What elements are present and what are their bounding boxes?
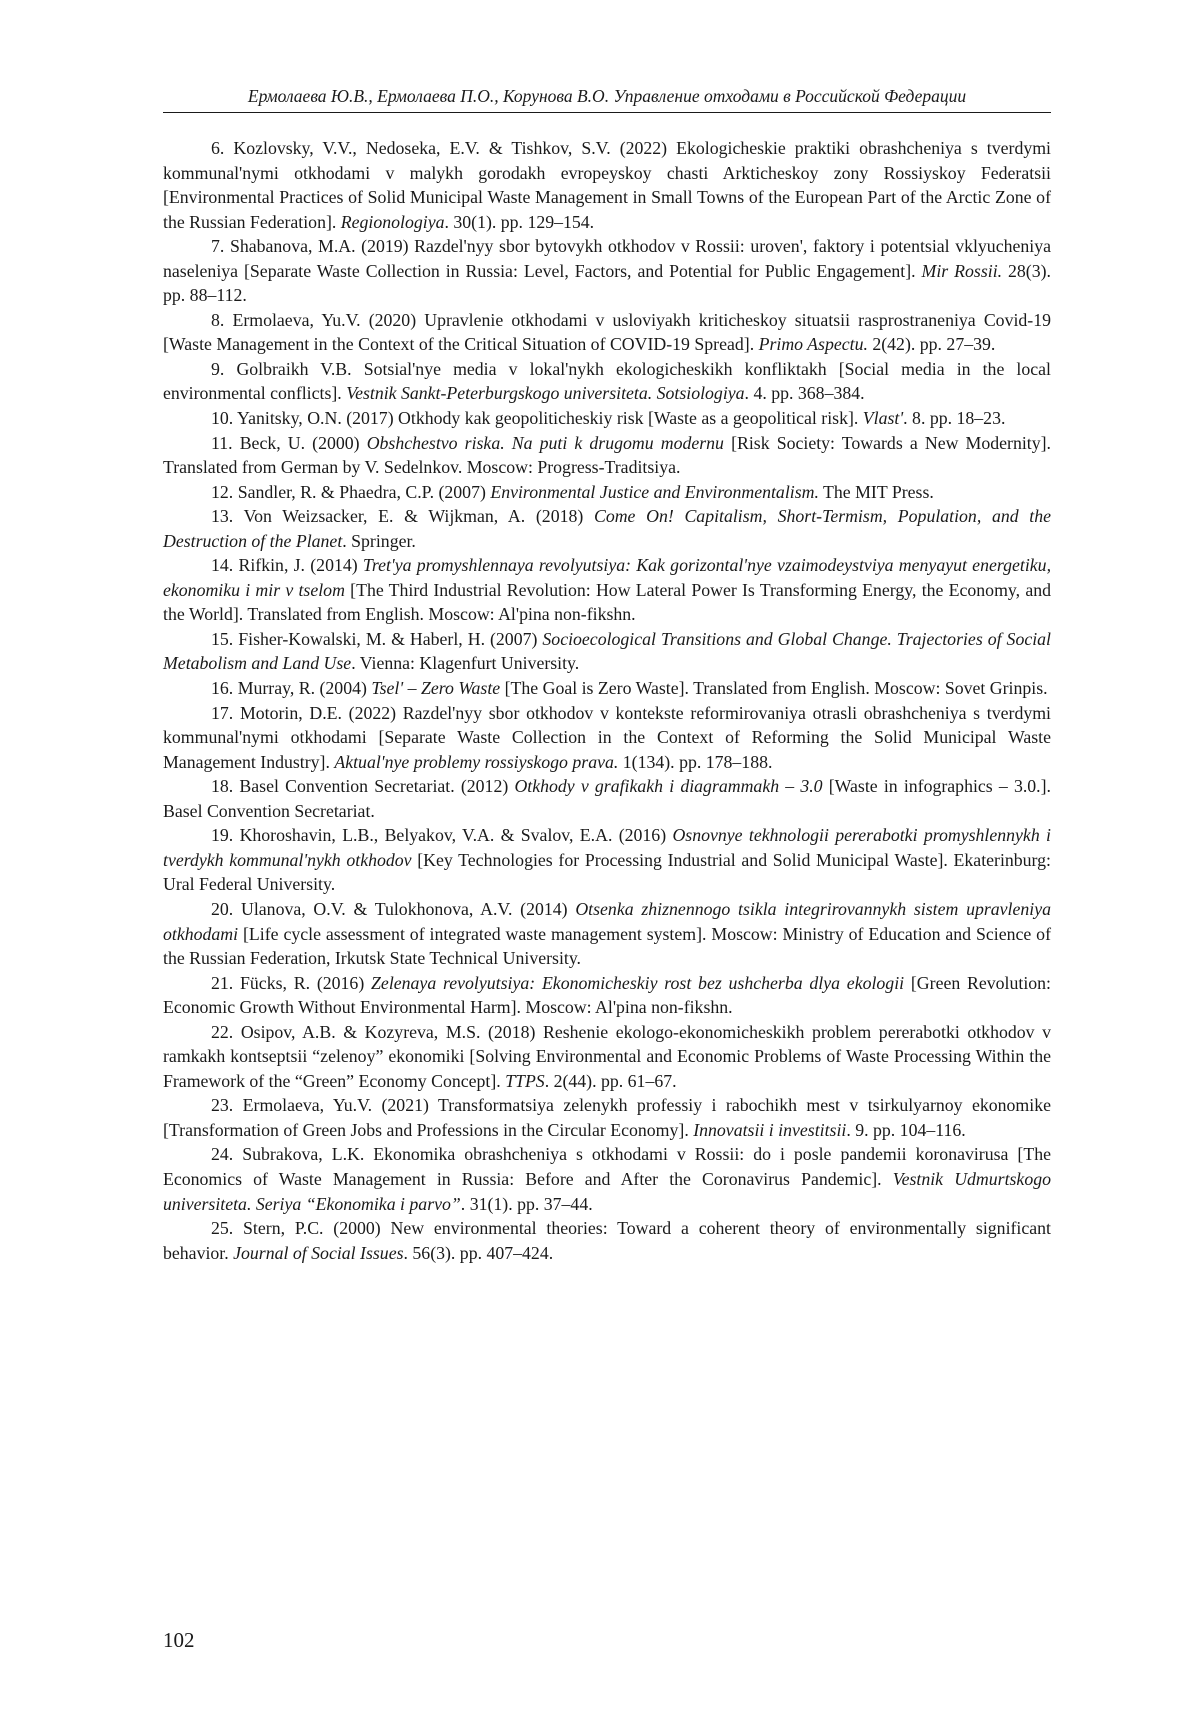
reference-number: 15. [211, 628, 234, 649]
reference-source-title: Socioecological Transitions and Global Change. Trajectories of Social Metabolism and Land Use [163, 628, 1051, 674]
reference-entry [163, 1020, 1051, 1094]
reference-number: 24. [211, 1144, 234, 1165]
reference-entry [163, 823, 1051, 897]
reference-text: Stern, P.C. (2000) New environmental theories: Toward a coherent theory of environmentally significant behavior. [163, 1218, 1051, 1263]
reference-text: [The Goal is Zero Waste]. Translated from English. Moscow: Sovet Grinpis. [500, 678, 1048, 699]
reference-source-title: Mir Rossii. [921, 260, 1003, 281]
reference-source-title: Environmental Justice and Environmentalism. [490, 481, 819, 502]
reference-text: [Key Technologies for Processing Industrial and Solid Municipal Waste]. Ekaterinburg: Ural Federal University. [163, 849, 1051, 895]
reference-entry [163, 701, 1051, 775]
reference-text: Motorin, D.E. (2022) Razdel'nyy sbor otkhodov v kontekste reformirovaniya otrasli obrashcheniya s tverdymi kommunal'nymi otkhodami [Separate Waste Collection in the Context of Reforming the Solid Municipal Waste Management Industry]. [163, 702, 1051, 772]
reference-text: . 8. pp. 18–23. [903, 408, 1006, 429]
reference-text: . 2(44). pp. 61–67. [544, 1070, 677, 1091]
reference-entry [163, 431, 1051, 480]
reference-number: 22. [211, 1021, 234, 1042]
reference-source-title: Innovatsii i investitsii [693, 1119, 847, 1140]
reference-text: [Waste in infographics – 3.0.]. Basel Convention Secretariat. [163, 776, 1051, 821]
reference-text: Osipov, A.B. & Kozyreva, M.S. (2018) Reshenie ekologo-ekonomicheskikh problem pererabotki otkhodov v ramkakh kontseptsii “zelenoy” ekonomiki [Solving Environmental and Economic Problems of Waste Processing Within the Framework of the “Green” Economy Concept]. [163, 1021, 1052, 1091]
reference-text: . 9. pp. 104–116. [846, 1119, 966, 1140]
reference-entry [163, 480, 1051, 505]
reference-text: [Risk Society: Towards a New Modernity]. Translated from German by V. Sedelnkov. Moscow: Progress-Traditsiya. [163, 432, 1051, 478]
reference-text: [Green Revolution: Economic Growth Without Environmental Harm]. Moscow: Al'pina non-fikshn. [163, 972, 1051, 1018]
reference-text: . 30(1). pp. 129–154. [444, 211, 595, 232]
reference-source-title: Zelenaya revolyutsiya: Ekonomicheskiy rost bez ushcherba dlya ekologii [371, 972, 905, 993]
reference-source-title: Vlast' [862, 408, 904, 429]
reference-entry [163, 308, 1051, 357]
reference-text: Kozlovsky, V.V., Nedoseka, E.V. & Tishkov, S.V. (2022) Ekologicheskie praktiki obrashcheniya s tverdymi kommunal'nymi otkhodami v malykh gorodakh evropeyskoy chasti Arkticheskoy zony Rossiyskoy Federatsii [Environmental Practices of Solid Municipal Waste Management in Small Towns of the European Part of the Arctic Zone of the Russian Federation]. [163, 138, 1052, 232]
reference-text: Murray, R. (2004) [237, 678, 372, 699]
reference-entry [163, 504, 1051, 553]
reference-source-title: Vestnik Sankt-Peterburgskogo universiteta. Sotsiologiya [346, 383, 745, 404]
reference-text: . Springer. [342, 530, 416, 551]
reference-text: 2(42). pp. 27–39. [867, 334, 996, 355]
reference-number: 23. [211, 1095, 234, 1116]
reference-entry [163, 406, 1051, 431]
reference-text: . 56(3). pp. 407–424. [403, 1242, 554, 1263]
page-number: 102 [163, 1628, 195, 1652]
reference-entry [163, 971, 1051, 1020]
reference-text: Yanitsky, O.N. (2017) Otkhody kak geopoliticheskiy risk [Waste as a geopolitical risk]. [237, 408, 863, 429]
reference-text: Fücks, R. (2016) [240, 972, 372, 993]
reference-source-title: Osnovnye tekhnologii pererabotki promyshlennykh i tverdykh kommunal'nykh otkhodov [163, 825, 1051, 870]
reference-text: Ulanova, O.V. & Tulokhonova, A.V. (2014) [241, 898, 576, 919]
reference-text: 1(134). pp. 178–188. [618, 751, 773, 772]
reference-entry [163, 357, 1051, 406]
reference-number: 14. [211, 555, 234, 576]
reference-entry [163, 627, 1051, 676]
reference-text: Basel Convention Secretariat. (2012) [239, 776, 515, 797]
reference-number: 16. [211, 678, 234, 699]
reference-source-title: Tret'ya promyshlennaya revolyutsiya: Kak gorizontal'nye vzaimodeystviya menyayut energetiku, ekonomiku i mir v tselom [163, 555, 1052, 600]
running-header: Ермолаева Ю.В., Ермолаева П.О., Корунова В.О. Управление отходами в Российской Федерации [163, 84, 1051, 113]
reference-entry [163, 234, 1051, 308]
reference-text: Subrakova, L.K. Ekonomika obrashcheniya s otkhodami v Rossii: do i posle pandemii koronavirusa [The Economics of Waste Management in Russia: Before and After the Coronavirus Pandemic]. [163, 1144, 1051, 1189]
reference-text: Von Weizsacker, E. & Wijkman, A. (2018) [243, 506, 594, 527]
reference-source-title: Tsel' – Zero Waste [371, 678, 501, 699]
reference-text: Khoroshavin, L.B., Belyakov, V.A. & Svalov, E.A. (2016) [239, 825, 673, 846]
reference-entry [163, 676, 1051, 701]
reference-text: [Life cycle assessment of integrated waste management system]. Moscow: Ministry of Education and Science of the Russian Federation, Irkutsk State Technical University. [163, 923, 1051, 969]
reference-text: The MIT Press. [818, 481, 934, 502]
reference-number: 11. [211, 432, 233, 453]
reference-text: . Vienna: Klagenfurt University. [351, 653, 580, 674]
reference-entry [163, 897, 1051, 971]
reference-text: Beck, U. (2000) [239, 432, 367, 453]
reference-text: 28(3). pp. 88–112. [163, 260, 1051, 306]
reference-text: . 4. pp. 368–384. [744, 383, 865, 404]
reference-source-title: Journal of Social Issues [233, 1242, 404, 1263]
reference-number: 25. [211, 1218, 234, 1239]
reference-number: 18. [211, 776, 234, 797]
reference-entry [163, 1093, 1051, 1142]
reference-source-title: TTPS [505, 1070, 545, 1091]
reference-entry [163, 136, 1051, 234]
reference-source-title: Obshchestvo riska. Na puti k drugomu modernu [366, 432, 724, 453]
reference-text: Ermolaeva, Yu.V. (2021) Transformatsiya zelenykh professiy i rabochikh mest v tsirkulyarnoy ekonomike [Transformation of Green Jobs and Professions in the Circular Economy]. [163, 1095, 1051, 1140]
reference-source-title: Aktual'nye problemy rossiyskogo prava. [334, 751, 619, 772]
reference-text: [The Third Industrial Revolution: How Lateral Power Is Transforming Energy, the Economy, and the World]. Translated from English. Moscow: Al'pina non-fikshn. [163, 579, 1051, 625]
reference-entry [163, 553, 1051, 627]
reference-text: Golbraikh V.B. Sotsial'nye media v lokal'nykh ekologicheskikh konfliktakh [Social media in the local environmental conflicts]. [163, 358, 1051, 404]
reference-text: Shabanova, M.A. (2019) Razdel'nyy sbor bytovykh otkhodov v Rossii: uroven', faktory i potentsial vklyucheniya naseleniya [Separate Waste Collection in Russia: Level, Factors, and Potential for Public Engagement]. [163, 236, 1051, 281]
reference-number: 13. [211, 506, 234, 527]
reference-source-title: Come On! Capitalism, Short-Termism, Population, and the Destruction of the Planet [163, 506, 1052, 551]
reference-number: 8. [211, 309, 225, 330]
reference-source-title: Otkhody v grafikakh i diagrammakh – 3.0 [514, 776, 823, 797]
reference-entry [163, 1142, 1051, 1216]
reference-number: 17. [211, 702, 234, 723]
reference-list [163, 136, 1051, 1265]
reference-source-title: Regionologiya [340, 211, 445, 232]
reference-number: 21. [211, 972, 234, 993]
reference-text: Sandler, R. & Phaedra, C.P. (2007) [237, 481, 491, 502]
reference-number: 20. [211, 898, 234, 919]
reference-text: Ermolaeva, Yu.V. (2020) Upravlenie otkhodami v usloviyakh kriticheskoy situatsii rasprostraneniya Covid-19 [Waste Management in the Context of the Critical Situation of COVID-19 Spread]. [163, 309, 1051, 355]
reference-number: 12. [211, 481, 234, 502]
reference-number: 19. [211, 825, 234, 846]
reference-text: Rifkin, J. (2014) [238, 555, 363, 576]
reference-source-title: Vestnik Udmurtskogo universiteta. Seriya “Ekonomika i parvo” [163, 1168, 1051, 1214]
reference-number: 10. [211, 408, 234, 429]
reference-entry [163, 774, 1051, 823]
reference-text: Fisher-Kowalski, M. & Haberl, H. (2007) [238, 628, 543, 649]
reference-source-title: Primo Aspectu. [758, 334, 868, 355]
reference-number: 7. [211, 236, 225, 257]
reference-number: 9. [211, 358, 225, 379]
reference-text: . 31(1). pp. 37–44. [460, 1193, 593, 1214]
reference-source-title: Otsenka zhiznennogo tsikla integrirovannykh sistem upravleniya otkhodami [163, 898, 1051, 944]
reference-entry [163, 1216, 1051, 1265]
reference-number: 6. [211, 138, 225, 158]
